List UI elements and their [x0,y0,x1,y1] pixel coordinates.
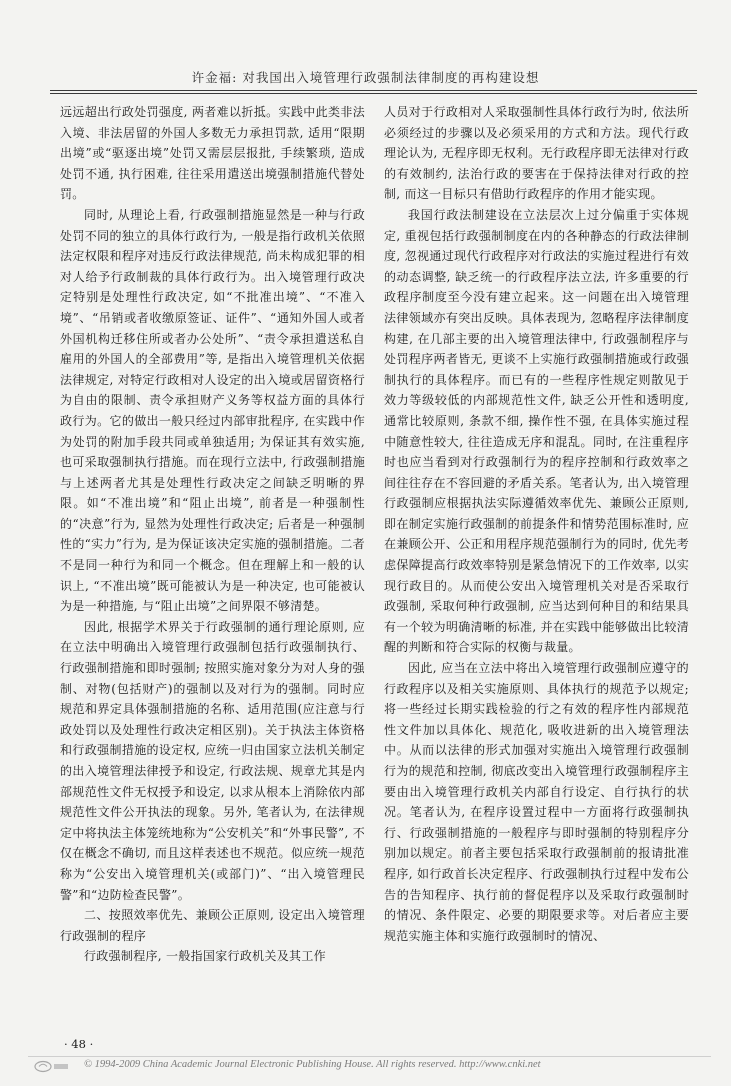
left-column [60,102,365,967]
right-column [384,102,689,946]
paragraph: 远远超出行政处罚强度, 两者难以折抵。实践中此类非法入境、非法居留的外国人多数无力承担罚款, 适用“限期出境”或“驱逐出境”处罚又需层层报批, 手续繁琐, 造成处罚不通, 执行困难, 往往采用遣送出境强制措施代替处罚。 [60,105,365,202]
paragraph: 人员对于行政相对人采取强制性具体行政行为时, 依法所必须经过的步骤以及必须采用的方式和方法。现代行政理论认为, 无程序即无权利。无行政程序即无法律对行政的有效制约, 法治行政的要害在于保持法律对行政的控制, 而这一目标只有借助行政程序的作用才能实现。 [384,105,689,202]
running-header: 许金福: 对我国出入境管理行政强制法律制度的再构建设想 [191,70,540,85]
header-rule-bottom [50,93,697,94]
paragraph: 因此, 根据学术界关于行政强制的通行理论原则, 应在立法中明确出入境管理行政强制包括行政强制执行、行政强制措施和即时强制; 按照实施对象分为对人身的强制、对物(包括财产)的强制以及对行为的强制。同时应规范和界定具体强制措施的名称、适用范围(应注意与行政处罚以及处理性行政决定相区别)。关于执法主体资格和行政强制措施的设定权, 应统一归由国家立法机关制定的出入境管理法律授予和设定, 行政法规、规章尤其是内部规范性文件无权授予和设定, 以求从根本上消除依内部规范性文件公开执法的现象。另外, 笔者认为, 在法律规定中将执法主体笼统地称为“公安机关”和“外事民警”, 不仅在概念不确切, 而且这样表述也不规范。似应统一规范称为“公安出入境管理机关(或部门)”、“出入境管理民警”和“边防检查民警”。 [60,619,365,902]
section-heading: 二、按照效率优先、兼顾公正原则, 设定出入境管理行政强制的程序 [60,908,365,943]
paragraph: 我国行政法制建设在立法层次上过分偏重于实体规定, 重视包括行政强制制度在内的各种静态的行政法律制度, 忽视通过现代行政程序对行政法的实施过程进行有效的动态调整, 缺乏统一的行政程序法立法, 许多重要的行政程序制度至今没有建立起来。这一问题在出入境管理法律领域亦有突出反映。具体表现为, 忽略程序法律制度构建, 在几部主要的出入境管理法律中, 行政强制程序与处罚程序两者皆无, 更谈不上实施行政强制措施或行政强制执行的具体程序。而已有的一些程序性规定则散见于效力等级较低的内部规范性文件, 缺乏公开性和透明度, 通常比较原则, 条款不细, 操作性不强, 在具体实施过程中随意性较大, 往往造成无序和混乱。同时, 在注重程序时也应当看到对行政强制行为的程序控制和行政效率之间往往存在不容回避的矛盾关系。笔者认为, 出入境管理行政强制应根据执法实际遵循效率优先、兼顾公正原则, 即在制定实施行政强制的前提条件和情势范围标准时, 应在兼顾公开、公正和用程序规范强制行为的同时, 优先考虑保障提高行政效率特别是紧急情况下的工作效率, 以实现行政目的。从而使公安出入境管理机关对是否采取行政强制, 采取何种行政强制, 应当达到何种目的和结果具有一个较为明确清晰的标准, 并在实践中能够做出比较清醒的判断和符合实际的权衡与裁量。 [384,207,689,655]
footer [28,1056,711,1075]
copyright-notice: © 1994-2009 China Academic Journal Electronic Publishing House. All rights reserved. http://www.cnki.net [84,1059,541,1070]
header-rule-top [50,90,697,91]
page-number: · 48 · [64,1037,94,1051]
paragraph: 因此, 应当在立法中将出入境管理行政强制应遵守的行政程序以及相关实施原则、具体执行的规范予以规定; 将一些经过长期实践检验的行之有效的程序性内部规范性文件加以具体化、规范化, 吸收进新的出入境管理法中。从而以法律的形式加强对实施出入境管理行政强制行为的规范和控制, 彻底改变出入境管理行政强制程序主要由出入境管理行政机关内部自行设定、自行执行的状况。笔者认为, 在程序设置过程中一方面将行政强制执行、行政强制措施的一般程序与即时强制的特别程序分别加以规定。前者主要包括采取行政强制前的报请批准程序, 如行政首长决定程序、行政强制执行过程中发布公告的告知程序、执行前的督促程序以及采取行政强制时的情况、条件限定、必要的期限要求等。对后者应主要规范实施主体和实施行政强制时的情况、 [384,661,689,943]
paragraph: 同时, 从理论上看, 行政强制措施显然是一种与行政处罚不同的独立的具体行政行为, 一般是指行政机关依照法定权限和程序对违反行政法律规范, 尚未构成犯罪的相对人给予行政制裁的具体行政行为。出入境管理行政决定特别是处理性行政决定, 如“不批准出境”、“不准入境”、“吊销或者收缴原签证、证件”、“通知外国人或者外国机构迁移住所或者办公处所”、“责令承担遣送私自雇用的外国人的全部费用”等, 是指出入境管理机关依据法律规定, 对特定行政相对人设定的出入境或居留资格行为自由的限制、责令承担财产义务等权益方面的具体行政行为。它的做出一般只经过内部审批程序, 在实践中作为处罚的附加手段共同或单独适用; 为保证其有效实施, 也可采取强制执行措施。而在现行立法中, 行政强制措施与上述两者尤其是处理性行政决定之间缺乏明晰的界限。如“不准出境”和“阻止出境”, 前者是一种强制性的“决意”行为, 显然为处理性行政决定; 后者是一种强制性的“实力”行为, 是为保证该决定实施的强制措施。二者不是同一种行为和同一个概念。但在理解上和一般的认识上, “不准出境”既可能被认为是一种决定, 也可能被认为是一种措施, 与“阻止出境”之间界限不够清楚。 [60,207,365,614]
publisher-logo-icon [34,1060,70,1073]
paragraph: 行政强制程序, 一般指国家行政机关及其工作 [84,949,326,964]
